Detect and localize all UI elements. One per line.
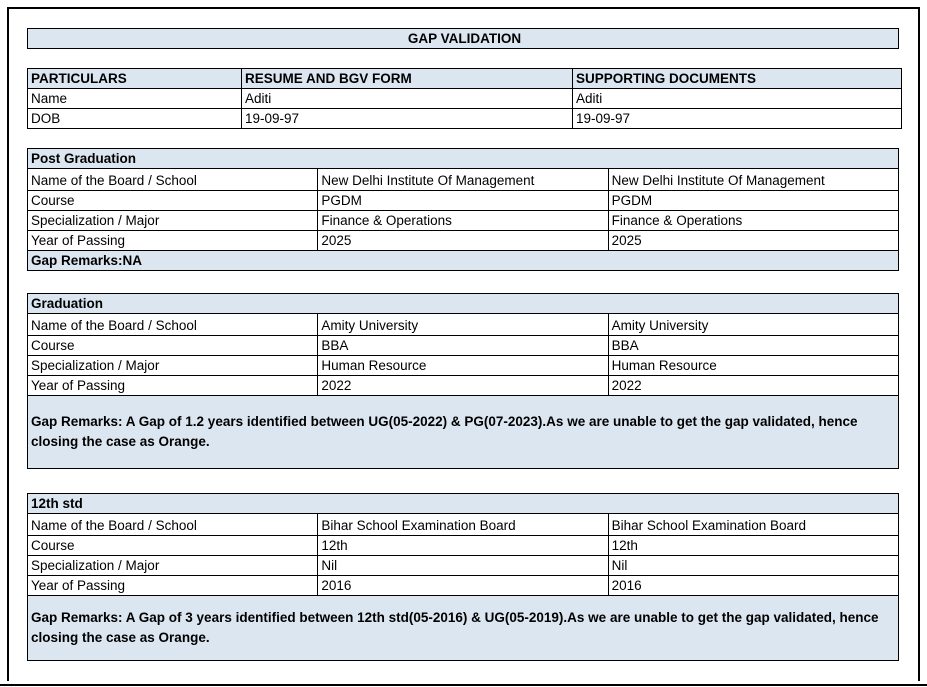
section-heading: 12th std — [28, 494, 899, 514]
resume-value: Human Resource — [318, 356, 608, 376]
row-label: Year of Passing — [28, 576, 318, 596]
resume-value: 2025 — [318, 231, 608, 251]
resume-value: Amity University — [318, 314, 608, 336]
row-label: Year of Passing — [28, 231, 318, 251]
docs-value: 12th — [608, 536, 898, 556]
docs-value: Human Resource — [608, 356, 898, 376]
row-label: Course — [28, 191, 318, 211]
table-row — [28, 514, 899, 536]
docs-value: 2025 — [608, 231, 898, 251]
table-row — [28, 556, 899, 576]
row-label: Specialization / Major — [28, 556, 318, 576]
resume-value: Aditi — [242, 89, 573, 109]
resume-value: 2016 — [318, 576, 608, 596]
docs-value: Bihar School Examination Board — [608, 514, 898, 536]
table-row — [28, 109, 902, 129]
row-label: Name of the Board / School — [28, 169, 318, 191]
table-row — [28, 89, 902, 109]
docs-value: Amity University — [608, 314, 898, 336]
graduation-table — [27, 293, 899, 469]
header-docs: SUPPORTING DOCUMENTS — [573, 69, 902, 89]
resume-value: Finance & Operations — [318, 211, 608, 231]
resume-value: 12th — [318, 536, 608, 556]
resume-value: 19-09-97 — [242, 109, 573, 129]
docs-value: BBA — [608, 336, 898, 356]
gap-remarks: Gap Remarks: A Gap of 1.2 years identified between UG(05-2022) & PG(07-2023).As we are unable to get the gap validated, hence closing the case as Orange. — [28, 396, 899, 469]
table-row — [28, 376, 899, 396]
docs-value: Nil — [608, 556, 898, 576]
docs-value: 19-09-97 — [573, 109, 902, 129]
row-label: Course — [28, 336, 318, 356]
resume-value: PGDM — [318, 191, 608, 211]
table-row — [28, 169, 899, 191]
resume-value: Nil — [318, 556, 608, 576]
row-label: DOB — [28, 109, 242, 129]
post-graduation-table — [27, 148, 899, 271]
table-row — [28, 336, 899, 356]
row-label: Name of the Board / School — [28, 514, 318, 536]
table-row — [28, 191, 899, 211]
section-heading: Graduation — [28, 294, 899, 314]
docs-value: New Delhi Institute Of Management — [608, 169, 898, 191]
gap-remarks: Gap Remarks: A Gap of 3 years identified between 12th std(05-2016) & UG(05-2019).As we are unable to get the gap validated, hence closing the case as Orange. — [28, 596, 899, 661]
docs-value: Aditi — [573, 89, 902, 109]
section-heading: Post Graduation — [28, 149, 899, 169]
table-row — [28, 231, 899, 251]
row-label: Course — [28, 536, 318, 556]
table-row — [28, 211, 899, 231]
gap-remarks: Gap Remarks:NA — [28, 251, 899, 271]
header-particulars: PARTICULARS — [28, 69, 242, 89]
row-label: Name of the Board / School — [28, 314, 318, 336]
resume-value: Bihar School Examination Board — [318, 514, 608, 536]
header-row — [28, 69, 902, 89]
personal-table — [27, 68, 902, 129]
page-title: GAP VALIDATION — [28, 29, 899, 49]
row-label: Specialization / Major — [28, 211, 318, 231]
table-row — [28, 576, 899, 596]
title-table — [27, 28, 899, 49]
twelfth-std-table — [27, 493, 899, 661]
bottom-border — [0, 684, 927, 686]
resume-value: New Delhi Institute Of Management — [318, 169, 608, 191]
docs-value: Finance & Operations — [608, 211, 898, 231]
docs-value: PGDM — [608, 191, 898, 211]
row-label: Specialization / Major — [28, 356, 318, 376]
docs-value: 2016 — [608, 576, 898, 596]
header-resume: RESUME AND BGV FORM — [242, 69, 573, 89]
table-row — [28, 356, 899, 376]
table-row — [28, 536, 899, 556]
docs-value: 2022 — [608, 376, 898, 396]
resume-value: BBA — [318, 336, 608, 356]
row-label: Name — [28, 89, 242, 109]
table-row — [28, 314, 899, 336]
row-label: Year of Passing — [28, 376, 318, 396]
resume-value: 2022 — [318, 376, 608, 396]
